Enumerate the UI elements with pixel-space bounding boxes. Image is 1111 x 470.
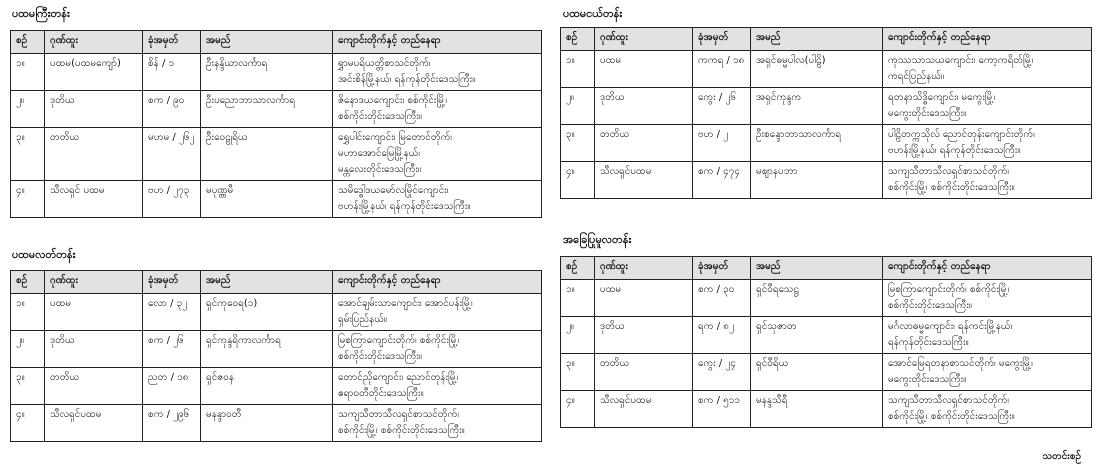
table-row [561,280,1092,317]
header-name: အမည် [751,28,883,51]
cell-name: ဦးစန္ဒောဘာသာလင်္ကာရ [751,125,883,162]
monastery-line: သကျသီတာသီလရှင်စာသင်တိုက်၊ [888,166,1009,177]
table-row [11,128,542,181]
cell-monastery [883,162,1092,199]
cell-name: မပုဏ္ဏမီ [201,181,333,218]
monastery-line: တောင်ညိုကျောင်း၊ ညောင်တုန်းမြို့၊ [338,372,459,383]
cell-no: ၂။ [561,317,595,354]
results-table [10,270,542,442]
monastery-line: မြစကြာကျောင်းတိုက်၊ စစ်ကိုင်းမြို့၊ [888,284,1010,295]
monastery-line: မကွေးတိုင်းဒေသကြီး။ [888,374,967,385]
cell-no: ၃။ [11,368,45,405]
monastery-line: သကျသီတာသီလရှင်စာသင်တိုက်၊ [338,409,459,420]
header-name: အမည် [201,271,333,294]
table-row [11,405,542,442]
cell-monastery [883,354,1092,391]
cell-grade: သီလရှင်ပထမ [595,391,693,428]
cell-grade: တတိယ [595,125,693,162]
cell-no: ၂။ [561,88,595,125]
header-monastery: ကျောင်းတိုက်နှင့် တည်နေရာ [333,31,542,54]
cell-name: မနန္ဒသီရီ [751,391,883,428]
cell-monastery [333,181,542,218]
cell-no: ၃။ [11,128,45,181]
cell-monastery [333,54,542,91]
cell-grade: တတိယ [595,354,693,391]
monastery-line: ပါဠိတက္ကသိုလ် ညောင်တုန်းကျောင်းတိုက်၊ [888,129,1035,140]
cell-grade: ဒုတိယ [45,91,143,128]
cell-no: ၂။ [11,331,45,368]
cell-monastery [333,368,542,405]
table-row [561,391,1092,428]
table-row [561,88,1092,125]
monastery-line: စစ်ကိုင်းတိုင်းဒေသကြီး။ [338,111,422,122]
cell-seat: စက / ၂၉၆ [143,405,201,442]
cell-monastery [333,128,542,181]
cell-name: ဦးပညောဘာသာလင်္ကာရ [201,91,333,128]
header-seat: ခုံအမှတ် [693,257,751,280]
cell-name: ရှင်ဝီရသေဋ္ဌ [751,280,883,317]
monastery-line: ရွှေပါင်းကျောင်း၊ မြတောင်တိုက်၊ [338,132,452,143]
cell-name: ရှင်ကုန္ဒရိကာလင်္ကာရ [201,331,333,368]
table-header-row [11,271,542,294]
monastery-line: ရှမ်းပြည်နယ်။ [338,314,387,325]
cell-no: ၃။ [561,354,595,391]
monastery-line: သကျသီတာသီလရှင်စာသင်တိုက်၊ [888,395,1009,406]
cell-monastery [333,331,542,368]
results-table [10,30,542,218]
cell-grade: ဒုတိယ [45,331,143,368]
monastery-line: မကွေးတိုင်းဒေသကြီး။ [888,108,967,119]
monastery-line: ရွှာမပရိယတ္တိစာသင်တိုက်၊ [338,58,431,69]
cell-grade: ပထမ [45,294,143,331]
table-row [11,294,542,331]
cell-no: ၄။ [561,162,595,199]
table-row [11,54,542,91]
monastery-line: ဗဟန်းမြို့နယ်၊ ရန်ကုန်တိုင်းဒေသကြီး။ [888,145,1021,156]
cell-seat: ကကရ / ၁၈ [693,51,751,88]
cell-seat: စက / ၉၀ [143,91,201,128]
monastery-line: စစ်ကိုင်းမြို့၊ စစ်ကိုင်းတိုင်းဒေသကြီး။ [888,182,1015,193]
header-grade: ဂုဏ်ထူး [595,28,693,51]
header-grade: ဂုဏ်ထူး [45,31,143,54]
cell-monastery [333,405,542,442]
monastery-line: စစ်ကိုင်းမြို့၊ စစ်ကိုင်းတိုင်းဒေသကြီး။ [888,411,1015,422]
footer-signature: သတင်းစဉ် [1042,451,1081,462]
cell-grade: သီလရှင်ပထမ [595,162,693,199]
table-row [11,181,542,218]
cell-grade: ပထမ [595,280,693,317]
cell-seat: စက / ၄၇၄ [693,162,751,199]
cell-monastery [883,88,1092,125]
cell-no: ၄။ [11,181,45,218]
cell-no: ၃။ [561,125,595,162]
monastery-line: မဟာအောင်မြေမြို့နယ်၊ [338,148,420,159]
header-monastery: ကျောင်းတိုက်နှင့် တည်နေရာ [883,257,1092,280]
header-grade: ဂုဏ်ထူး [595,257,693,280]
monastery-line: အင်းစိန်မြို့နယ်၊ ရန်ကုန်တိုင်းဒေသကြီး။ [338,74,476,85]
monastery-line: ကရင်ပြည်နယ်။ [888,71,945,82]
header-seat: ခုံအမှတ် [143,271,201,294]
monastery-line: သမိဒ္ဓေါဒယမော်လမြိုင်ကျောင်း၊ [338,185,449,196]
table-header-row [11,31,542,54]
monastery-line: စစ်ကိုင်းတိုင်းဒေသကြီး။ [888,300,972,311]
cell-seat: ညတ / ၁၈ [143,368,201,405]
table-header-row [561,28,1092,51]
cell-grade: သီလရှင် ပထမ [45,181,143,218]
cell-grade: တတိယ [45,128,143,181]
monastery-line: စစ်ကိုင်းမြို့၊ စစ်ကိုင်းတိုင်းဒေသကြီး။ [338,425,465,436]
cell-no: ၄။ [561,391,595,428]
cell-seat: စက / ၅၁၁ [693,391,751,428]
cell-no: ၂။ [11,91,45,128]
cell-monastery [883,125,1092,162]
header-no: စဉ် [11,271,45,294]
header-monastery: ကျောင်းတိုက်နှင့် တည်နေရာ [333,271,542,294]
monastery-line: ဗဟန်းမြို့နယ်၊ ရန်ကုန်တိုင်းဒေသကြီး။ [338,201,471,212]
header-seat: ခုံအမှတ် [143,31,201,54]
cell-no: ၄။ [11,405,45,442]
table-row [11,91,542,128]
cell-seat: ကွေး / ၂၄ [693,354,751,391]
cell-no: ၁။ [561,280,595,317]
section-title: ပထမကြီးတန်း [12,7,70,20]
cell-monastery [883,280,1092,317]
monastery-line: စစ်ကိုင်းတိုင်းဒေသကြီး။ [338,351,422,362]
section-title: ပထမငယ်တန်း [563,7,623,20]
header-grade: ဂုဏ်ထူး [45,271,143,294]
monastery-line: ဇိနောဒယကျောင်း၊ စစ်ကိုင်းမြို့၊ [338,95,447,106]
monastery-line: ရတနာသိဒ္ဓိကျောင်း၊ မကွေးမြို့၊ [888,92,996,103]
cell-name: မဈာနပဘာ [751,162,883,199]
results-table [560,27,1092,199]
cell-monastery [883,391,1092,428]
results-table [560,256,1092,428]
cell-grade: သီလရှင်ပထမ [45,405,143,442]
cell-seat: စိန် / ၁ [143,54,201,91]
cell-name: အရှင်ကုန္ဒက [751,88,883,125]
header-no: စဉ် [561,28,595,51]
table-header-row [561,257,1092,280]
cell-grade: ဒုတိယ [595,88,693,125]
section-title: အခြေပြုမူလတန်း [563,233,632,246]
cell-name: ဦးဝေဠုရိယ [201,128,333,181]
cell-monastery [333,91,542,128]
cell-name: ရှင်ဇဝန [201,368,333,405]
table-row [11,331,542,368]
cell-name: ရှင်သုဇာတ [751,317,883,354]
cell-monastery [333,294,542,331]
table-row [561,317,1092,354]
cell-seat: ကွေး / ၂၆ [693,88,751,125]
header-no: စဉ် [11,31,45,54]
cell-seat: ဗဟ / ၂၇၃ [143,181,201,218]
cell-no: ၁။ [11,294,45,331]
monastery-line: အောင်ချမ်းသာကျောင်း၊ အောင်ပန်းမြို့၊ [338,298,473,309]
header-name: အမည် [201,31,333,54]
table-row [561,51,1092,88]
monastery-line: မင်္ဂလာဓမ္မကျောင်း၊ ရန်ကင်းမြို့နယ်၊ [888,321,1013,332]
header-no: စဉ် [561,257,595,280]
monastery-line: ရန်ကုန်တိုင်းဒေသကြီး။ [888,337,969,348]
cell-grade: တတိယ [45,368,143,405]
cell-name: အရှင်ဓမ္မပါလ(ပါဠိ) [751,51,883,88]
cell-no: ၁။ [561,51,595,88]
monastery-line: အောင်မြေရတနာစာသင်တိုက်၊ မကွေးမြို့၊ [888,358,1033,369]
monastery-line: ဧရာဝတီတိုင်းဒေသကြီး။ [338,388,424,399]
cell-no: ၁။ [11,54,45,91]
cell-name: ရှင်ကုဝေရ(၁) [201,294,333,331]
monastery-line: မြစကြာကျောင်းတိုက်၊ စစ်ကိုင်းမြို့၊ [338,335,460,346]
cell-seat: စက / ၂၆ [143,331,201,368]
cell-name: မနန္ဒာဝတီ [201,405,333,442]
cell-grade: ပထမ [595,51,693,88]
section-title: ပထမလတ်တန်း [12,248,76,261]
cell-seat: စက / ၃၀ [693,280,751,317]
header-name: အမည် [751,257,883,280]
cell-grade: ဒုတိယ [595,317,693,354]
table-row [11,368,542,405]
cell-seat: ရက / ၈၂ [693,317,751,354]
cell-monastery [883,317,1092,354]
monastery-line: မန္တလေးတိုင်းဒေသကြီး။ [338,164,421,175]
cell-seat: လော / ၃၂ [143,294,201,331]
header-seat: ခုံအမှတ် [693,28,751,51]
cell-grade: ပထမ(ပထမကျော်) [45,54,143,91]
table-row [561,125,1092,162]
cell-name: ဦးနန္ဒိယာလင်္ကာရ [201,54,333,91]
monastery-line: ကုဿသာသယကျောင်း၊ ကော့ကရိတ်မြို့၊ [888,55,1034,66]
cell-seat: မဟမ / ၂၆၂ [143,128,201,181]
cell-monastery [883,51,1092,88]
cell-name: ရှင်ဝီရိယ [751,354,883,391]
table-row [561,354,1092,391]
table-row [561,162,1092,199]
header-monastery: ကျောင်းတိုက်နှင့် တည်နေရာ [883,28,1092,51]
cell-seat: ဗဟ / ၂ [693,125,751,162]
